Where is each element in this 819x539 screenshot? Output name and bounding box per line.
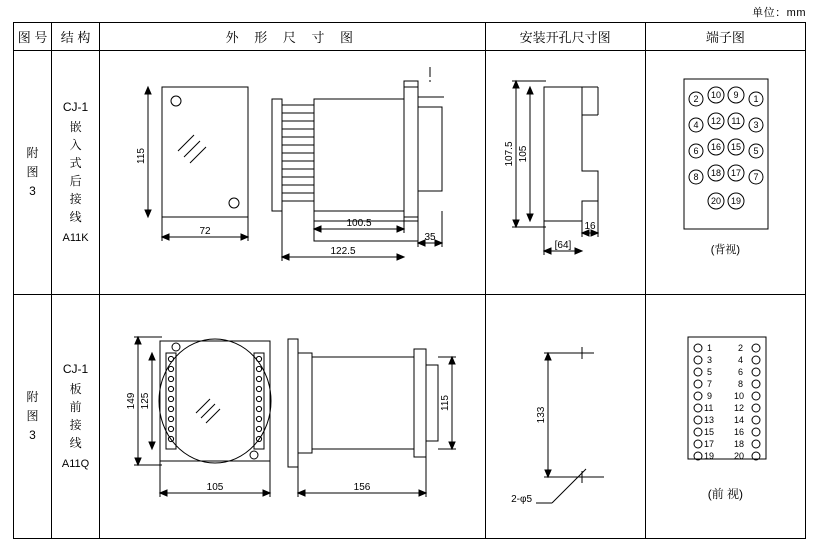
dim-width-72: 72 (199, 226, 211, 237)
mounting-cell-1 (485, 51, 645, 295)
terminal-num: 18 (733, 439, 744, 449)
structure-char: 式 (69, 156, 82, 170)
header-mounting: 安装开孔尺寸图 (485, 23, 645, 51)
header-terminal: 端子图 (645, 23, 805, 51)
dim-64: [64] (554, 240, 571, 251)
terminal-num: 4 (737, 355, 743, 365)
terminal-num: 4 (693, 120, 699, 130)
terminal-caption-2: (前 视) (707, 487, 744, 501)
dim-height-115: 115 (136, 148, 148, 164)
structure-char: 接 (69, 192, 82, 206)
terminal-num: 13 (703, 415, 714, 425)
terminal-num: 2 (737, 343, 743, 353)
outline-figure-1 (100, 51, 484, 294)
dim-depth-100-5: 100.5 (346, 218, 372, 229)
structure-cell-2 (52, 295, 100, 539)
structure-model: CJ-1 (62, 362, 89, 376)
structure-char: 线 (69, 210, 82, 224)
terminal-num: 6 (737, 367, 743, 377)
terminal-num: 1 (706, 343, 712, 353)
structure-code: A11K (62, 232, 89, 244)
structure-char: 前 (69, 400, 82, 414)
terminal-num: 11 (731, 116, 741, 126)
terminal-num: 14 (733, 415, 744, 425)
header-fig-no: 图 号 (14, 23, 52, 51)
header-structure: 结 构 (52, 23, 100, 51)
terminal-num: 7 (753, 172, 759, 182)
terminal-num: 9 (733, 90, 739, 100)
terminal-num: 12 (710, 116, 721, 126)
terminal-num: 15 (703, 427, 714, 437)
terminal-num: 19 (730, 196, 741, 206)
dim-156: 156 (353, 482, 371, 493)
fig-no-cell-1 (14, 51, 52, 295)
structure-char: 后 (69, 174, 82, 188)
specification-table (13, 22, 806, 539)
dim-105: 105 (206, 482, 224, 493)
structure-text-1 (52, 94, 99, 251)
terminal-figure-1 (646, 51, 805, 294)
terminal-num: 20 (710, 196, 721, 206)
table-header-row (14, 23, 806, 51)
structure-char: 入 (69, 138, 82, 152)
structure-code: A11Q (61, 458, 90, 470)
mounting-cell-2 (485, 295, 645, 539)
terminal-num: 8 (693, 172, 699, 182)
dim-outer-107-5: 107.5 (503, 141, 515, 167)
outline-cell-2 (100, 295, 485, 539)
terminal-num: 10 (733, 391, 744, 401)
terminal-num: 3 (753, 120, 759, 130)
structure-cell-1 (52, 51, 100, 295)
terminal-num: 15 (730, 142, 741, 152)
terminal-num: 6 (693, 146, 699, 156)
terminal-figure-2 (646, 295, 805, 538)
terminal-cell-2 (645, 295, 805, 539)
dim-inner-105: 105 (517, 145, 529, 163)
fig-no-char: 3 (29, 184, 36, 198)
dim-133: 133 (535, 406, 547, 424)
terminal-num: 12 (733, 403, 744, 413)
terminal-num: 11 (703, 403, 714, 413)
dim-149: 149 (126, 392, 138, 410)
hole-note: 2-φ5 (510, 494, 532, 505)
fig-no-text-2 (14, 388, 51, 445)
terminal-caption-1: (背视) (710, 244, 741, 256)
terminal-num: 19 (703, 451, 714, 461)
fig-no-char: 3 (29, 428, 36, 442)
terminal-num: 5 (753, 146, 759, 156)
terminal-num: 20 (733, 451, 744, 461)
terminal-num: 5 (706, 367, 712, 377)
table-row (14, 51, 806, 295)
mounting-figure-2 (486, 295, 645, 538)
fig-no-char: 附 (26, 390, 39, 404)
terminal-num: 2 (693, 94, 699, 104)
terminal-num: 17 (703, 439, 714, 449)
terminal-cell-1 (645, 51, 805, 295)
dim-side-115: 115 (440, 395, 452, 411)
fig-no-text-1 (14, 144, 51, 201)
dim-depth-35: 35 (424, 232, 436, 243)
structure-char: 板 (69, 382, 82, 396)
fig-no-char: 图 (26, 409, 39, 423)
unit-note: 单位：mm (752, 7, 806, 19)
outline-figure-2 (100, 295, 484, 538)
dim-total-122-5: 122.5 (330, 246, 356, 257)
structure-char: 线 (69, 436, 82, 450)
terminal-num: 18 (710, 168, 721, 178)
terminal-num: 16 (733, 427, 744, 437)
structure-char: 接 (69, 418, 82, 432)
structure-model: CJ-1 (62, 100, 89, 114)
outline-cell-1 (100, 51, 485, 295)
terminal-num: 8 (737, 379, 743, 389)
header-outline: 外 形 尺 寸 图 (100, 23, 485, 51)
terminal-num: 3 (706, 355, 712, 365)
terminal-num: 9 (706, 391, 712, 401)
table-row (14, 295, 806, 539)
fig-no-char: 附 (26, 146, 39, 160)
terminal-num: 1 (753, 94, 759, 104)
dim-16: 16 (584, 221, 596, 232)
terminal-num: 17 (730, 168, 741, 178)
terminal-num: 7 (706, 379, 712, 389)
structure-char: 嵌 (69, 120, 82, 134)
structure-text-2 (52, 356, 99, 477)
terminal-num: 16 (710, 142, 721, 152)
mounting-figure-1 (486, 51, 645, 294)
dim-125: 125 (140, 392, 152, 410)
terminal-num: 10 (710, 90, 721, 100)
fig-no-cell-2 (14, 295, 52, 539)
fig-no-char: 图 (26, 165, 39, 179)
